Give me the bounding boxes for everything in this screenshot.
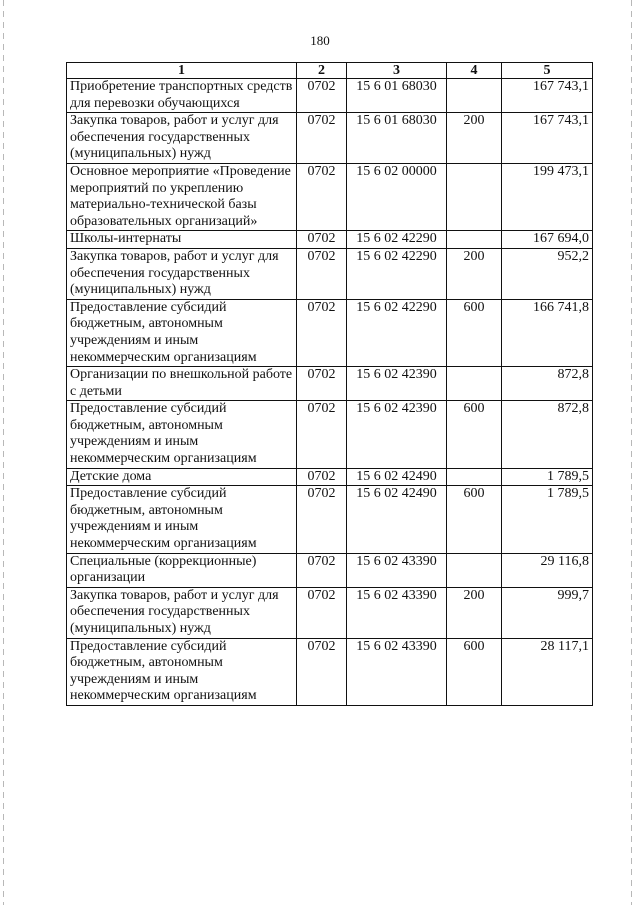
cell-section: 0702 bbox=[297, 587, 347, 638]
cell-name: Предоставление субсидий бюджетным, автономным учреждениям и иным некоммерческим организациям bbox=[67, 299, 297, 366]
column-header-amount: 5 bbox=[502, 63, 593, 79]
cell-name: Закупка товаров, работ и услуг для обеспечения государственных (муниципальных) нужд bbox=[67, 113, 297, 164]
cell-target: 15 6 02 42390 bbox=[347, 367, 447, 401]
table-row bbox=[67, 486, 593, 553]
cell-type bbox=[447, 468, 502, 486]
column-header-target: 3 bbox=[347, 63, 447, 79]
budget-table bbox=[66, 62, 593, 706]
column-header-section: 2 bbox=[297, 63, 347, 79]
cell-type bbox=[447, 553, 502, 587]
cell-target: 15 6 02 42290 bbox=[347, 299, 447, 366]
cell-section: 0702 bbox=[297, 468, 347, 486]
cell-target: 15 6 02 42490 bbox=[347, 468, 447, 486]
cell-amount: 999,7 bbox=[502, 587, 593, 638]
cell-type bbox=[447, 79, 502, 113]
cell-section: 0702 bbox=[297, 553, 347, 587]
cell-type bbox=[447, 231, 502, 249]
cell-target: 15 6 02 00000 bbox=[347, 163, 447, 230]
table-row bbox=[67, 401, 593, 468]
table-row bbox=[67, 638, 593, 705]
table-row bbox=[67, 367, 593, 401]
scan-edge-left bbox=[3, 0, 4, 905]
cell-name: Предоставление субсидий бюджетным, автономным учреждениям и иным некоммерческим организациям bbox=[67, 401, 297, 468]
cell-amount: 167 743,1 bbox=[502, 113, 593, 164]
table-row bbox=[67, 587, 593, 638]
cell-type bbox=[447, 367, 502, 401]
page-number: 180 bbox=[310, 33, 330, 48]
cell-amount: 1 789,5 bbox=[502, 468, 593, 486]
cell-type bbox=[447, 163, 502, 230]
cell-name: Предоставление субсидий бюджетным, автономным учреждениям и иным некоммерческим организациям bbox=[67, 638, 297, 705]
cell-name: Основное мероприятие «Проведение мероприятий по укреплению материально-технической базы образовательных организаций» bbox=[67, 163, 297, 230]
cell-target: 15 6 01 68030 bbox=[347, 113, 447, 164]
cell-section: 0702 bbox=[297, 299, 347, 366]
cell-name: Организации по внешкольной работе с детьми bbox=[67, 367, 297, 401]
cell-name: Приобретение транспортных средств для перевозки обучающихся bbox=[67, 79, 297, 113]
cell-target: 15 6 02 42290 bbox=[347, 248, 447, 299]
cell-type: 200 bbox=[447, 587, 502, 638]
cell-section: 0702 bbox=[297, 113, 347, 164]
table-row bbox=[67, 113, 593, 164]
cell-name: Детские дома bbox=[67, 468, 297, 486]
cell-type: 600 bbox=[447, 401, 502, 468]
cell-section: 0702 bbox=[297, 367, 347, 401]
cell-target: 15 6 02 43390 bbox=[347, 638, 447, 705]
cell-section: 0702 bbox=[297, 163, 347, 230]
cell-type: 600 bbox=[447, 299, 502, 366]
cell-type: 200 bbox=[447, 113, 502, 164]
cell-name: Предоставление субсидий бюджетным, автономным учреждениям и иным некоммерческим организациям bbox=[67, 486, 297, 553]
table-row bbox=[67, 163, 593, 230]
cell-target: 15 6 02 43390 bbox=[347, 587, 447, 638]
cell-section: 0702 bbox=[297, 79, 347, 113]
table-row bbox=[67, 299, 593, 366]
table-row bbox=[67, 231, 593, 249]
cell-section: 0702 bbox=[297, 638, 347, 705]
cell-name: Специальные (коррекционные) организации bbox=[67, 553, 297, 587]
cell-section: 0702 bbox=[297, 231, 347, 249]
cell-section: 0702 bbox=[297, 248, 347, 299]
cell-target: 15 6 01 68030 bbox=[347, 79, 447, 113]
cell-type: 600 bbox=[447, 486, 502, 553]
cell-amount: 166 741,8 bbox=[502, 299, 593, 366]
cell-target: 15 6 02 42490 bbox=[347, 486, 447, 553]
cell-amount: 29 116,8 bbox=[502, 553, 593, 587]
cell-amount: 28 117,1 bbox=[502, 638, 593, 705]
cell-target: 15 6 02 43390 bbox=[347, 553, 447, 587]
table-row bbox=[67, 248, 593, 299]
cell-type: 200 bbox=[447, 248, 502, 299]
table-header-row bbox=[67, 63, 593, 79]
cell-amount: 872,8 bbox=[502, 401, 593, 468]
cell-target: 15 6 02 42390 bbox=[347, 401, 447, 468]
cell-section: 0702 bbox=[297, 486, 347, 553]
cell-type: 600 bbox=[447, 638, 502, 705]
cell-amount: 167 743,1 bbox=[502, 79, 593, 113]
table-row bbox=[67, 468, 593, 486]
table-body bbox=[67, 79, 593, 706]
cell-amount: 1 789,5 bbox=[502, 486, 593, 553]
cell-amount: 872,8 bbox=[502, 367, 593, 401]
cell-name: Закупка товаров, работ и услуг для обеспечения государственных (муниципальных) нужд bbox=[67, 248, 297, 299]
cell-amount: 199 473,1 bbox=[502, 163, 593, 230]
table-row bbox=[67, 553, 593, 587]
cell-name: Школы-интернаты bbox=[67, 231, 297, 249]
cell-section: 0702 bbox=[297, 401, 347, 468]
scan-edge-right bbox=[631, 0, 632, 905]
cell-amount: 167 694,0 bbox=[502, 231, 593, 249]
cell-name: Закупка товаров, работ и услуг для обеспечения государственных (муниципальных) нужд bbox=[67, 587, 297, 638]
table-row bbox=[67, 79, 593, 113]
column-header-name: 1 bbox=[67, 63, 297, 79]
cell-amount: 952,2 bbox=[502, 248, 593, 299]
cell-target: 15 6 02 42290 bbox=[347, 231, 447, 249]
column-header-type: 4 bbox=[447, 63, 502, 79]
